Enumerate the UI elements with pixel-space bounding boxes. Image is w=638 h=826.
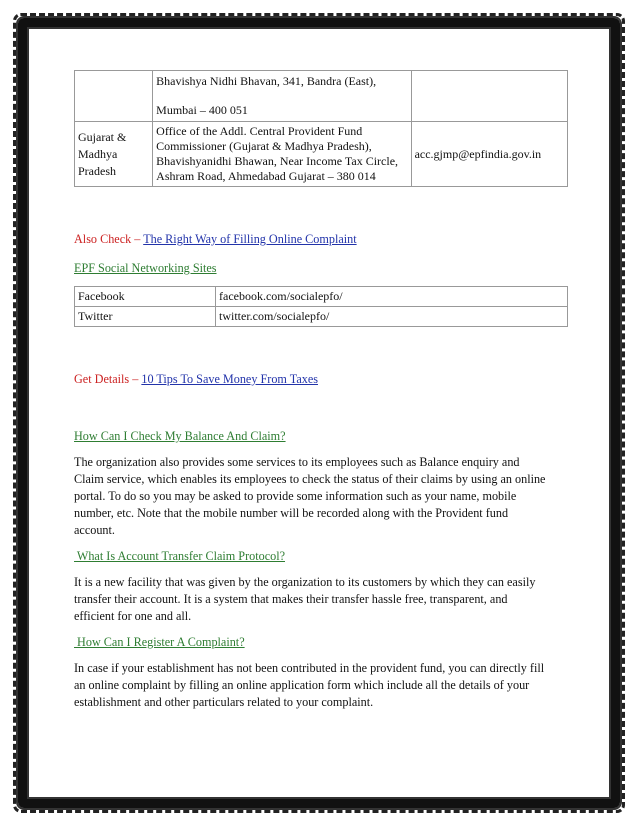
address-cell xyxy=(153,71,411,122)
get-details-label: Get Details – xyxy=(74,372,142,386)
address-line: Ashram Road, Ahmedabad Gujarat – 380 014 xyxy=(156,169,376,183)
table-row xyxy=(75,287,568,307)
region-line: Madhya xyxy=(78,146,118,161)
region-line: Pradesh xyxy=(78,163,116,178)
email-cell: acc.gjmp@epfindia.gov.in xyxy=(411,122,567,187)
section-heading-link[interactable]: How Can I Check My Balance And Claim? xyxy=(74,429,286,443)
also-check-link[interactable]: The Right Way of Filling Online Complaint xyxy=(143,232,357,246)
social-url-cell: twitter.com/socialepfo/ xyxy=(216,307,568,327)
address-line: Office of the Addl. Central Provident Fund xyxy=(156,124,363,138)
body-line: number, etc. Note that the mobile number will be recorded along with the Provident fund xyxy=(74,506,509,520)
offices-table xyxy=(74,70,568,187)
section-body xyxy=(74,454,569,539)
also-check-label: Also Check – xyxy=(74,232,144,246)
address-cell xyxy=(153,122,411,187)
body-line: portal. To do so you may be asked to provide some information such as your name, mobile xyxy=(74,489,517,503)
also-check-line xyxy=(74,231,569,248)
address-line: Bhavishya Nidhi Bhavan, 341, Bandra (East), xyxy=(156,74,377,88)
body-line: efficient for one and all. xyxy=(74,609,192,623)
region-cell xyxy=(75,71,153,122)
social-name-cell: Facebook xyxy=(75,287,216,307)
section-body xyxy=(74,574,569,625)
region-line: Gujarat & xyxy=(78,129,127,144)
address-line xyxy=(156,90,407,102)
address-line: Mumbai – 400 051 xyxy=(156,103,248,117)
section-heading[interactable] xyxy=(74,428,569,445)
section-heading-link[interactable]: How Can I Register A Complaint? xyxy=(74,635,245,649)
email-cell xyxy=(411,71,567,122)
get-details-line xyxy=(74,371,569,388)
address-line: Bhavishyanidhi Bhawan, Near Income Tax Circle, xyxy=(156,154,399,168)
table-row xyxy=(75,71,568,122)
body-line: In case if your establishment has not been contributed in the provident fund, you can directly fill xyxy=(74,661,545,675)
body-line: transfer their account. It is a system that makes their transfer hassle free, transparent, and xyxy=(74,592,508,606)
address-line: Commissioner (Gujarat & Madhya Pradesh), xyxy=(156,139,372,153)
social-table xyxy=(74,286,568,327)
social-url-cell: facebook.com/socialepfo/ xyxy=(216,287,568,307)
region-cell xyxy=(75,122,153,187)
body-line: an online complaint by filling an online application form which include all the details of your xyxy=(74,678,530,692)
get-details-link[interactable]: 10 Tips To Save Money From Taxes xyxy=(141,372,318,386)
section-body xyxy=(74,660,569,711)
section-heading[interactable] xyxy=(74,634,569,651)
table-row xyxy=(75,307,568,327)
social-heading[interactable]: EPF Social Networking Sites xyxy=(74,261,217,275)
section-heading[interactable] xyxy=(74,548,569,565)
body-line: Claim service, which enables its employees to check the status of their claims by using an online xyxy=(74,472,546,486)
body-line: establishment and other particulars related to your complaint. xyxy=(74,695,374,709)
section-heading-link[interactable]: What Is Account Transfer Claim Protocol? xyxy=(74,549,285,563)
social-name-cell: Twitter xyxy=(75,307,216,327)
body-line: The organization also provides some services to its employees such as Balance enquiry and xyxy=(74,455,520,469)
body-line: It is a new facility that was given by the organization to its customers by which they can easily xyxy=(74,575,536,589)
table-row xyxy=(75,122,568,187)
document-body xyxy=(74,70,569,711)
body-line: account. xyxy=(74,523,115,537)
